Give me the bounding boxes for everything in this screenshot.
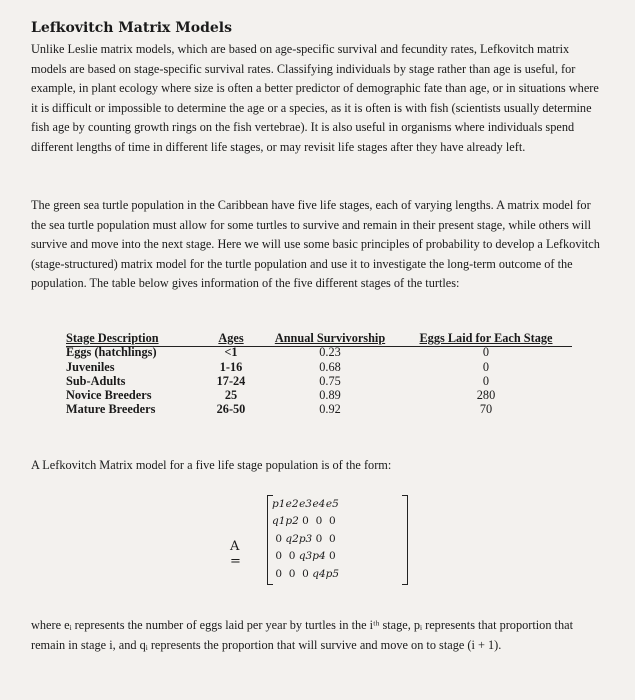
turtle-paragraph: The green sea turtle population in the Caribbean have five life stages, each of varying lengths. A matrix model for the sea turtle population must allow for some turtles to survive and remain in their present stage, while others will survive and move into the next stage. Here we will use some basic principles of probability to develop a Lefkovitch (stage-structured) matrix model for the turtle population and use it to investigate the long-term outcome of the population. The table below gives information of the five different stages of the turtles: bbox=[31, 198, 600, 290]
matrix-cell: 0 bbox=[328, 515, 336, 528]
matrix-cell: p2 bbox=[285, 515, 299, 528]
table-row bbox=[66, 345, 568, 359]
header-ages: Ages bbox=[218, 331, 244, 345]
matrix-cell: 0 bbox=[302, 515, 309, 528]
cell-ages: <1 bbox=[224, 345, 238, 360]
matrix-cell: q1 bbox=[272, 515, 286, 528]
matrix-cell: q3 bbox=[298, 550, 313, 563]
matrix-row bbox=[272, 565, 339, 583]
cell-ages: 26-50 bbox=[216, 402, 246, 417]
matrix-symbol: A bbox=[230, 539, 240, 554]
matrix-cell: 0 bbox=[288, 567, 296, 580]
stage-table bbox=[66, 331, 568, 417]
page-title: Lefkovitch Matrix Models bbox=[31, 20, 232, 36]
cell-stage: Mature Breeders bbox=[66, 402, 156, 417]
matrix-cell: e4 bbox=[312, 497, 326, 510]
matrix-cell: 0 bbox=[275, 550, 283, 563]
cell-eggs: 280 bbox=[476, 388, 496, 403]
cell-ages: 25 bbox=[224, 388, 238, 403]
header-survivorship: Annual Survivorship bbox=[274, 331, 386, 345]
header-stage: Stage Description bbox=[66, 331, 159, 345]
matrix-cell: 0 bbox=[275, 567, 283, 580]
cell-stage: Eggs (hatchlings) bbox=[66, 345, 157, 360]
matrix-cell: p3 bbox=[298, 532, 313, 545]
matrix-cell: e5 bbox=[325, 497, 339, 510]
matrix-cell: 0 bbox=[328, 550, 336, 563]
table-row bbox=[66, 388, 568, 402]
matrix-cell: p1 bbox=[272, 497, 286, 510]
cell-ages: 1-16 bbox=[219, 359, 243, 374]
matrix-label bbox=[230, 539, 241, 569]
cell-survivorship: 0.68 bbox=[319, 359, 341, 374]
matrix-cell: e3 bbox=[299, 497, 312, 510]
matrix-cell: 0 bbox=[275, 532, 283, 545]
intro-paragraph: Unlike Leslie matrix models, which are based on age-specific survival and fecundity rates, Lefkovitch matrix models are based on stage-specific survival rates. Classifying individuals by stage rather than age is useful, for example, in plant ecology where size is often a better predictor of demographic fate than age, or in situations where it is difficult or impossible to determine the age or a species, as it is often is with fish (scientists usually determine fish age by counting growth rings on the fish vertebrae). It is also useful in organisms where individuals spend different lengths of time in different life stages, or may revisit life stages after they have already left. bbox=[31, 42, 599, 154]
matrix-row bbox=[272, 513, 339, 531]
lefkovitch-matrix bbox=[272, 495, 339, 583]
matrix-cell: p4 bbox=[312, 550, 326, 563]
matrix-cell: p5 bbox=[325, 567, 340, 580]
cell-stage: Novice Breeders bbox=[66, 388, 152, 403]
matrix-row bbox=[272, 530, 339, 548]
cell-eggs: 0 bbox=[482, 373, 490, 388]
cell-survivorship: 0.75 bbox=[319, 373, 341, 388]
matrix-cell: 0 bbox=[302, 567, 309, 580]
matrix-cell: e2 bbox=[285, 497, 299, 510]
cell-eggs: 70 bbox=[479, 402, 493, 417]
matrix-cell: q2 bbox=[285, 532, 299, 545]
matrix-row bbox=[272, 548, 339, 566]
matrix-intro: A Lefkovitch Matrix model for a five life stage population is of the form: bbox=[31, 458, 392, 472]
matrix-cell: 0 bbox=[288, 550, 296, 563]
cell-survivorship: 0.23 bbox=[319, 345, 341, 360]
cell-ages: 17-24 bbox=[216, 373, 246, 388]
table-row bbox=[66, 374, 568, 388]
equals-sign: = bbox=[230, 554, 241, 569]
table-header-row bbox=[66, 331, 568, 345]
cell-eggs: 0 bbox=[482, 345, 490, 360]
cell-stage: Sub-Adults bbox=[66, 373, 126, 388]
right-bracket bbox=[402, 495, 408, 585]
matrix-cell: 0 bbox=[328, 532, 336, 545]
definition-paragraph: where eᵢ represents the number of eggs laid per year by turtles in the iᵗʰ stage, pᵢ represents that proportion that remain in stage i, and qᵢ represents the proportion that will survive and move on to stage (i + 1). bbox=[31, 618, 573, 652]
table-header-rule bbox=[66, 346, 572, 347]
matrix-cell: 0 bbox=[315, 515, 323, 528]
matrix-row bbox=[272, 495, 339, 513]
matrix-cell: q4 bbox=[312, 567, 326, 580]
cell-stage: Juveniles bbox=[66, 359, 115, 374]
cell-eggs: 0 bbox=[482, 359, 490, 374]
matrix-cell: 0 bbox=[315, 532, 323, 545]
cell-survivorship: 0.92 bbox=[319, 402, 341, 417]
table-row bbox=[66, 360, 568, 374]
cell-survivorship: 0.89 bbox=[319, 388, 341, 403]
header-eggs: Eggs Laid for Each Stage bbox=[419, 331, 553, 345]
table-row bbox=[66, 402, 568, 416]
